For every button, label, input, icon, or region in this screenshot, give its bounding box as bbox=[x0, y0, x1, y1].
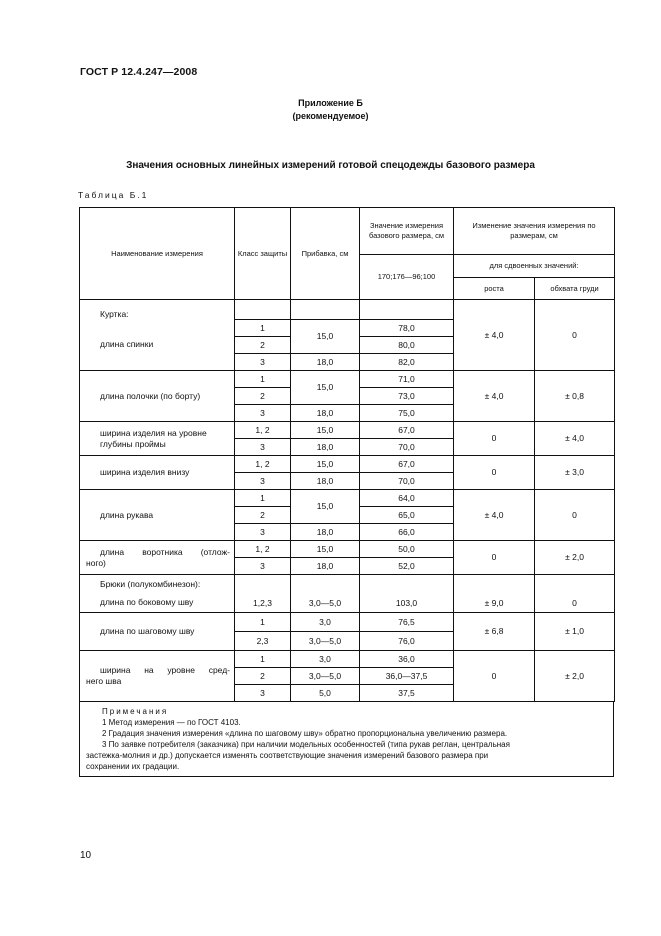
measurement-name bbox=[80, 541, 235, 575]
value-cell: 73,0 bbox=[360, 388, 454, 405]
value-cell: 76,5 bbox=[360, 613, 454, 632]
mid-width-name-line-1: ширина на уровне сред- bbox=[100, 665, 230, 675]
value-cell: 78,0 bbox=[360, 320, 454, 337]
empty-cell bbox=[291, 300, 360, 320]
chest-change: ± 1,0 bbox=[535, 613, 615, 651]
allowance-cell: 15,0 bbox=[291, 422, 360, 439]
empty-cell bbox=[235, 300, 291, 320]
measurement-name bbox=[80, 651, 235, 702]
height-change: 0 bbox=[454, 541, 535, 575]
allowance-cell: 15,0 bbox=[291, 456, 360, 473]
annex-title: Приложение Б bbox=[298, 98, 363, 108]
allowance-cell: 18,0 bbox=[291, 558, 360, 575]
value-cell: 80,0 bbox=[360, 337, 454, 354]
table-notes bbox=[79, 702, 614, 777]
height-change: ± 6,8 bbox=[454, 613, 535, 651]
value-cell: 65,0 bbox=[360, 507, 454, 524]
chest-change: 0 bbox=[535, 490, 615, 541]
class-cell: 2 bbox=[235, 388, 291, 405]
value-cell: 67,0 bbox=[360, 422, 454, 439]
value-cell: 70,0 bbox=[360, 439, 454, 456]
col-header-base-size: 170;176—96;100 bbox=[360, 255, 454, 300]
height-change: ± 4,0 bbox=[454, 490, 535, 541]
measurement-name: ширина изделия внизу bbox=[80, 456, 235, 490]
allowance-cell: 5,0 bbox=[291, 685, 360, 702]
measurement-name: длина спинки bbox=[80, 320, 235, 371]
value-cell: 75,0 bbox=[360, 405, 454, 422]
class-cell: 1, 2 bbox=[235, 456, 291, 473]
collar-name-part: длина воротника (отлож- bbox=[100, 546, 230, 557]
value-cell: 64,0 bbox=[360, 490, 454, 507]
note-3-line-1: 3 По заявке потребителя (заказчика) при наличии модельных особенностей (типа рукав реглан, центральная bbox=[102, 740, 510, 749]
table-label: Таблица Б.1 bbox=[78, 190, 149, 200]
allowance-cell: 3,0—5,0 bbox=[291, 632, 360, 651]
class-cell: 1 bbox=[235, 490, 291, 507]
class-cell: 3 bbox=[235, 473, 291, 490]
note-3-line-3: сохранении их градации. bbox=[86, 762, 180, 771]
height-change: ± 4,0 bbox=[454, 300, 535, 371]
allowance-cell: 3,0—5,0 bbox=[291, 668, 360, 685]
note-2: 2 Градация значения измерения «длина по шаговому шву» обратно пропорциональна увеличению размера. bbox=[102, 729, 508, 738]
value-cell: 76,0 bbox=[360, 632, 454, 651]
chest-change: ± 2,0 bbox=[535, 541, 615, 575]
measurement-name: ширина изделия на уровне глубины проймы bbox=[80, 422, 235, 456]
allowance-cell: 3,0—5,0 bbox=[291, 575, 360, 613]
allowance-cell: 3,0 bbox=[291, 613, 360, 632]
allowance-cell: 15,0 bbox=[291, 320, 360, 354]
allowance-cell: 18,0 bbox=[291, 405, 360, 422]
measurement-name: длина рукава bbox=[80, 490, 235, 541]
value-cell: 52,0 bbox=[360, 558, 454, 575]
value-cell: 82,0 bbox=[360, 354, 454, 371]
allowance-cell: 18,0 bbox=[291, 439, 360, 456]
class-cell: 2,3 bbox=[235, 632, 291, 651]
collar-name-line-1 bbox=[86, 547, 230, 558]
class-cell: 1 bbox=[235, 320, 291, 337]
trousers-side-seam-cell bbox=[80, 575, 235, 613]
col-header-height: роста bbox=[454, 278, 535, 300]
page-number: 10 bbox=[80, 850, 92, 861]
height-change: ± 4,0 bbox=[454, 371, 535, 422]
class-cell: 3 bbox=[235, 524, 291, 541]
value-cell: 71,0 bbox=[360, 371, 454, 388]
chest-change: 0 bbox=[535, 575, 615, 613]
height-change: 0 bbox=[454, 422, 535, 456]
height-change: 0 bbox=[454, 456, 535, 490]
chest-change: 0 bbox=[535, 300, 615, 371]
group-jacket: Куртка: bbox=[80, 300, 235, 320]
chest-change: ± 3,0 bbox=[535, 456, 615, 490]
allowance-cell: 3,0 bbox=[291, 651, 360, 668]
notes-heading: Примечания bbox=[102, 707, 169, 716]
measurements-table bbox=[79, 207, 615, 702]
col-header-paired: для сдвоенных значений: bbox=[454, 255, 615, 278]
group-trousers: Брюки (полукомбинезон): bbox=[100, 579, 201, 589]
col-header-change: Изменение значения измерения по размерам, см bbox=[454, 208, 615, 255]
measurement-name: длина полочки (по борту) bbox=[80, 371, 235, 422]
annex-subtitle: (рекомендуемое) bbox=[292, 111, 369, 121]
allowance-cell: 18,0 bbox=[291, 354, 360, 371]
value-cell: 66,0 bbox=[360, 524, 454, 541]
chest-change: ± 4,0 bbox=[535, 422, 615, 456]
allowance-cell: 18,0 bbox=[291, 473, 360, 490]
value-cell: 70,0 bbox=[360, 473, 454, 490]
class-cell: 2 bbox=[235, 507, 291, 524]
collar-name-line-2: ного) bbox=[86, 557, 106, 568]
measurements-table-wrapper bbox=[79, 207, 614, 777]
allowance-cell: 15,0 bbox=[291, 371, 360, 405]
value-cell: 36,0 bbox=[360, 651, 454, 668]
document-header: ГОСТ Р 12.4.247—2008 bbox=[80, 66, 198, 78]
class-cell: 1, 2 bbox=[235, 541, 291, 558]
col-header-class: Класс защиты bbox=[235, 208, 291, 300]
value-cell: 67,0 bbox=[360, 456, 454, 473]
class-cell: 1, 2 bbox=[235, 422, 291, 439]
col-header-name: Наименование измерения bbox=[80, 208, 235, 300]
class-cell: 3 bbox=[235, 354, 291, 371]
class-cell: 3 bbox=[235, 439, 291, 456]
section-title: Значения основных линейных измерений готовой спецодежды базового размера bbox=[126, 160, 535, 171]
chest-change: ± 2,0 bbox=[535, 651, 615, 702]
allowance-cell: 18,0 bbox=[291, 524, 360, 541]
col-header-base-value: Значение измерения базового размера, см bbox=[360, 208, 454, 255]
class-cell: 1 bbox=[235, 371, 291, 388]
chest-change: ± 0,8 bbox=[535, 371, 615, 422]
measurement-name: длина по шаговому шву bbox=[80, 613, 235, 651]
value-cell: 36,0—37,5 bbox=[360, 668, 454, 685]
col-header-chest: обхвата груди bbox=[535, 278, 615, 300]
measurement-name: длина по боковому шву bbox=[100, 597, 194, 607]
class-cell: 1 bbox=[235, 613, 291, 632]
col-header-allowance: Прибавка, см bbox=[291, 208, 360, 300]
allowance-cell: 15,0 bbox=[291, 490, 360, 524]
class-cell: 3 bbox=[235, 685, 291, 702]
class-cell: 3 bbox=[235, 405, 291, 422]
annex-heading bbox=[0, 97, 661, 123]
empty-cell bbox=[360, 300, 454, 320]
class-cell: 2 bbox=[235, 668, 291, 685]
class-cell: 1 bbox=[235, 651, 291, 668]
mid-width-name-line-2: него шва bbox=[86, 676, 122, 686]
allowance-cell: 15,0 bbox=[291, 541, 360, 558]
class-cell: 2 bbox=[235, 337, 291, 354]
height-change: ± 9,0 bbox=[454, 575, 535, 613]
note-3-line-2: застежка-молния и др.) допускается изменять соответствующие значения измерений базового размера при bbox=[86, 751, 489, 760]
height-change: 0 bbox=[454, 651, 535, 702]
class-cell: 1,2,3 bbox=[235, 575, 291, 613]
value-cell: 37,5 bbox=[360, 685, 454, 702]
value-cell: 103,0 bbox=[360, 575, 454, 613]
note-1: 1 Метод измерения — по ГОСТ 4103. bbox=[102, 718, 241, 727]
class-cell: 3 bbox=[235, 558, 291, 575]
value-cell: 50,0 bbox=[360, 541, 454, 558]
